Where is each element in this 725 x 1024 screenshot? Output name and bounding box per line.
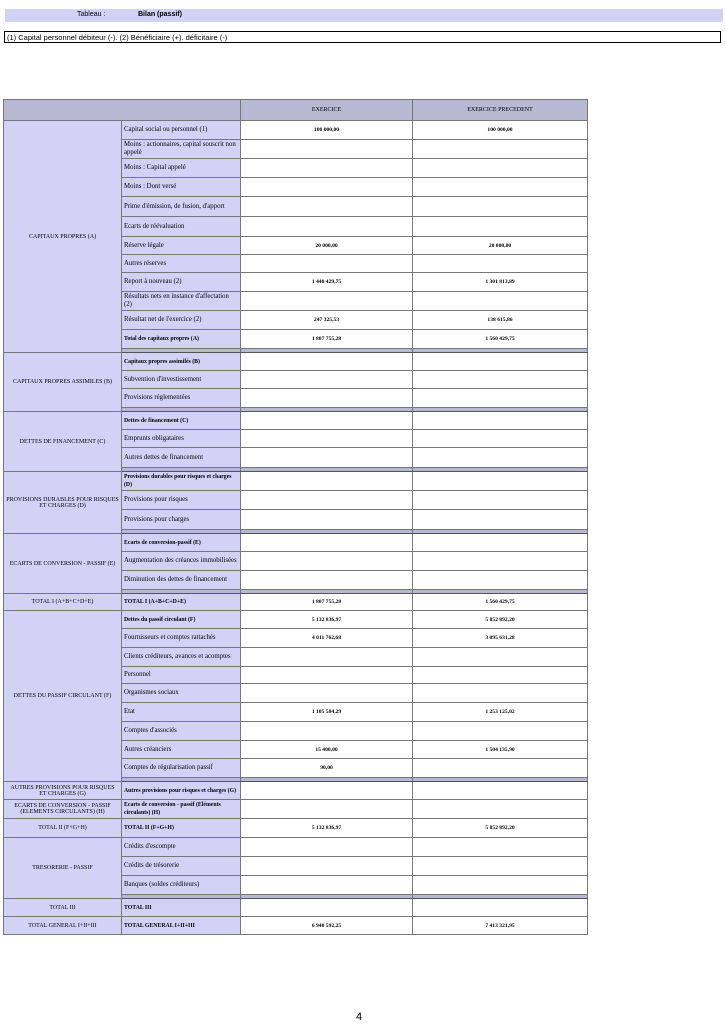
table-row: [4, 819, 588, 838]
row-label: Emprunts obligataires: [122, 430, 241, 448]
table-row: [4, 838, 588, 857]
row-label: Total des capitaux propres (A): [122, 330, 241, 349]
value-exercice: 90,00: [241, 759, 413, 778]
value-exercice-precedent: 1 301 813,89: [413, 273, 588, 292]
balance-sheet-table: [3, 99, 588, 935]
table-row: [4, 800, 588, 819]
row-label: Capital social ou personnel (1): [122, 121, 241, 140]
table-row: [4, 611, 588, 629]
value-exercice: [241, 159, 413, 178]
row-label: Ecarts de conversion - passif (Eléments circulants) (H): [122, 800, 241, 819]
table-row: [4, 412, 588, 430]
row-label: Comptes d'associés: [122, 722, 241, 741]
value-exercice: [241, 389, 413, 408]
table-row: [4, 472, 588, 491]
row-label: Subvention d'investissement: [122, 371, 241, 389]
value-exercice-precedent: [413, 159, 588, 178]
value-exercice: [241, 448, 413, 468]
value-exercice-precedent: [413, 491, 588, 510]
section-title: TOTAL I (A+B+C+D+E): [4, 594, 122, 611]
table-row: [4, 782, 588, 800]
value-exercice-precedent: 3 095 631,28: [413, 629, 588, 648]
row-label: Banques (soldes créditeurs): [122, 876, 241, 895]
value-exercice-precedent: [413, 667, 588, 684]
value-exercice-precedent: [413, 412, 588, 430]
row-label: Provisions réglementées: [122, 389, 241, 408]
value-exercice: [241, 197, 413, 217]
row-label: Provisions pour risques: [122, 491, 241, 510]
value-exercice-precedent: [413, 292, 588, 311]
table-name: Bilan (passif): [138, 11, 182, 18]
row-label: Dettes de financement (C): [122, 412, 241, 430]
value-exercice: [241, 255, 413, 273]
section-title: TOTAL II (F+G+H): [4, 819, 122, 838]
header-blank: [4, 100, 241, 121]
value-exercice-precedent: [413, 857, 588, 876]
value-exercice: [241, 552, 413, 571]
row-label: Ecarts de conversion-passif (E): [122, 534, 241, 552]
row-label: Résultats nets en instance d'affectation (2): [122, 292, 241, 311]
row-label: Ecarts de réévaluation: [122, 217, 241, 237]
value-exercice-precedent: [413, 571, 588, 590]
value-exercice: [241, 217, 413, 237]
value-exercice-precedent: [413, 552, 588, 571]
footnote-box: [4, 31, 721, 43]
row-label: TOTAL II (F+G+H): [122, 819, 241, 838]
value-exercice-precedent: [413, 838, 588, 857]
row-label: Crédits de trésorerie: [122, 857, 241, 876]
value-exercice: 6 940 592,25: [241, 917, 413, 935]
value-exercice-precedent: [413, 197, 588, 217]
section-title: TOTAL GENERAL I+II+III: [4, 917, 122, 935]
value-exercice-precedent: 5 852 892,20: [413, 819, 588, 838]
row-label: Organismes sociaux: [122, 684, 241, 703]
value-exercice: [241, 534, 413, 552]
value-exercice-precedent: 20 000,00: [413, 237, 588, 255]
value-exercice: [241, 899, 413, 917]
value-exercice: 15 400,00: [241, 741, 413, 759]
value-exercice: 5 132 836,97: [241, 611, 413, 629]
value-exercice: [241, 491, 413, 510]
value-exercice: [241, 684, 413, 703]
value-exercice-precedent: [413, 876, 588, 895]
row-label: Prime d'émission, de fusion, d'apport: [122, 197, 241, 217]
value-exercice-precedent: 138 615,86: [413, 311, 588, 330]
value-exercice-precedent: [413, 472, 588, 491]
value-exercice-precedent: [413, 534, 588, 552]
value-exercice-precedent: [413, 448, 588, 468]
row-label: TOTAL III: [122, 899, 241, 917]
section-title: ECARTS DE CONVERSION - PASSIF (E): [4, 534, 122, 594]
row-label: Etat: [122, 703, 241, 722]
row-label: Personnel: [122, 667, 241, 684]
section-title: CAPITAUX PROPRES (A): [4, 121, 122, 353]
value-exercice-precedent: 1 253 125,02: [413, 703, 588, 722]
section-title: DETTES DU PASSIF CIRCULANT (F): [4, 611, 122, 782]
value-exercice-precedent: [413, 800, 588, 819]
table-row: [4, 534, 588, 552]
row-label: TOTAL GENERAL I+II+III: [122, 917, 241, 935]
table-row: [4, 899, 588, 917]
section-title: DETTES DE FINANCEMENT (C): [4, 412, 122, 472]
value-exercice-precedent: 5 852 892,20: [413, 611, 588, 629]
value-exercice-precedent: [413, 430, 588, 448]
row-label: Dettes du passif circulant (F): [122, 611, 241, 629]
value-exercice-precedent: [413, 648, 588, 667]
value-exercice-precedent: [413, 389, 588, 408]
value-exercice: [241, 430, 413, 448]
value-exercice: 1 807 755,28: [241, 330, 413, 349]
value-exercice-precedent: 1 504 135,90: [413, 741, 588, 759]
row-label: Crédits d'escompte: [122, 838, 241, 857]
section-title: CAPITAUX PROPRES ASSIMILES (B): [4, 353, 122, 412]
value-exercice-precedent: [413, 899, 588, 917]
section-title: AUTRES PROVISIONS POUR RISQUES ET CHARGES (G): [4, 782, 122, 800]
value-exercice: 1 105 584,29: [241, 703, 413, 722]
value-exercice-precedent: 100 000,00: [413, 121, 588, 140]
table-row: [4, 353, 588, 371]
table-row: [4, 594, 588, 611]
row-label: Provisions pour charges: [122, 510, 241, 530]
header-exercice: EXERCICE: [241, 100, 413, 121]
value-exercice: [241, 292, 413, 311]
value-exercice-precedent: [413, 353, 588, 371]
row-label: Résultat net de l'exercice (2): [122, 311, 241, 330]
value-exercice: [241, 722, 413, 741]
table-header-row: [4, 100, 588, 121]
value-exercice: [241, 857, 413, 876]
value-exercice-precedent: [413, 255, 588, 273]
value-exercice: [241, 178, 413, 197]
footnote-text: (1) Capital personnel débiteur (-). (2) Bénéficiaire (+). déficitaire (-): [7, 33, 228, 42]
section-title: ECARTS DE CONVERSION - PASSIF (ELEMENTS CIRCULANTS) (H): [4, 800, 122, 819]
value-exercice: [241, 140, 413, 159]
row-label: Moins : Capital appelé: [122, 159, 241, 178]
row-label: Diminution des dettes de financement: [122, 571, 241, 590]
value-exercice: [241, 371, 413, 389]
row-label: Provisions durables pour risques et charges (D): [122, 472, 241, 491]
value-exercice-precedent: 1 560 429,75: [413, 594, 588, 611]
row-label: Capitaux propres assimilés (B): [122, 353, 241, 371]
row-label: Autres provisions pour risques et charges (G): [122, 782, 241, 800]
table-label: Tableau :: [77, 11, 106, 18]
value-exercice-precedent: [413, 178, 588, 197]
value-exercice: [241, 571, 413, 590]
value-exercice: [241, 510, 413, 530]
row-label: Moins : Dont versé: [122, 178, 241, 197]
value-exercice-precedent: [413, 684, 588, 703]
row-label: Fournisseurs et comptes rattachés: [122, 629, 241, 648]
value-exercice-precedent: 1 560 429,75: [413, 330, 588, 349]
value-exercice-precedent: [413, 782, 588, 800]
value-exercice-precedent: [413, 371, 588, 389]
value-exercice: [241, 876, 413, 895]
table-row: [4, 917, 588, 935]
section-title: TRESORERIE - PASSIF: [4, 838, 122, 899]
value-exercice: [241, 648, 413, 667]
row-label: TOTAL I (A+B+C+D+E): [122, 594, 241, 611]
table-row: [4, 121, 588, 140]
row-label: Autres créanciers: [122, 741, 241, 759]
page-number: 4: [356, 1011, 363, 1023]
value-exercice: 247 325,53: [241, 311, 413, 330]
section-title: PROVISIONS DURABLES POUR RISQUES ET CHARGES (D): [4, 472, 122, 534]
table-title-bar: [5, 9, 723, 22]
value-exercice: 1 807 755,28: [241, 594, 413, 611]
value-exercice: [241, 782, 413, 800]
value-exercice-precedent: [413, 510, 588, 530]
row-label: Comptes de régularisation passif: [122, 759, 241, 778]
value-exercice: 20 000,00: [241, 237, 413, 255]
row-label: Autres dettes de financement: [122, 448, 241, 468]
value-exercice: 1 440 429,75: [241, 273, 413, 292]
row-label: Réserve légale: [122, 237, 241, 255]
value-exercice: [241, 353, 413, 371]
value-exercice: [241, 838, 413, 857]
section-title: TOTAL III: [4, 899, 122, 917]
value-exercice: [241, 800, 413, 819]
value-exercice: [241, 472, 413, 491]
header-exercice-precedent: EXERCICE PRECEDENT: [413, 100, 588, 121]
value-exercice: 100 000,00: [241, 121, 413, 140]
value-exercice-precedent: [413, 140, 588, 159]
value-exercice-precedent: [413, 759, 588, 778]
row-label: Moins : actionnaires, capital souscrit non appelé: [122, 140, 241, 159]
value-exercice-precedent: 7 413 321,95: [413, 917, 588, 935]
value-exercice: 5 132 836,97: [241, 819, 413, 838]
row-label: Clients créditeurs, avances et acomptes: [122, 648, 241, 667]
value-exercice-precedent: [413, 722, 588, 741]
value-exercice: 4 011 762,68: [241, 629, 413, 648]
row-label: Report à nouveau (2): [122, 273, 241, 292]
value-exercice: [241, 412, 413, 430]
value-exercice: [241, 667, 413, 684]
row-label: Augmentation des créances immobilisées: [122, 552, 241, 571]
value-exercice-precedent: [413, 217, 588, 237]
row-label: Autres réserves: [122, 255, 241, 273]
